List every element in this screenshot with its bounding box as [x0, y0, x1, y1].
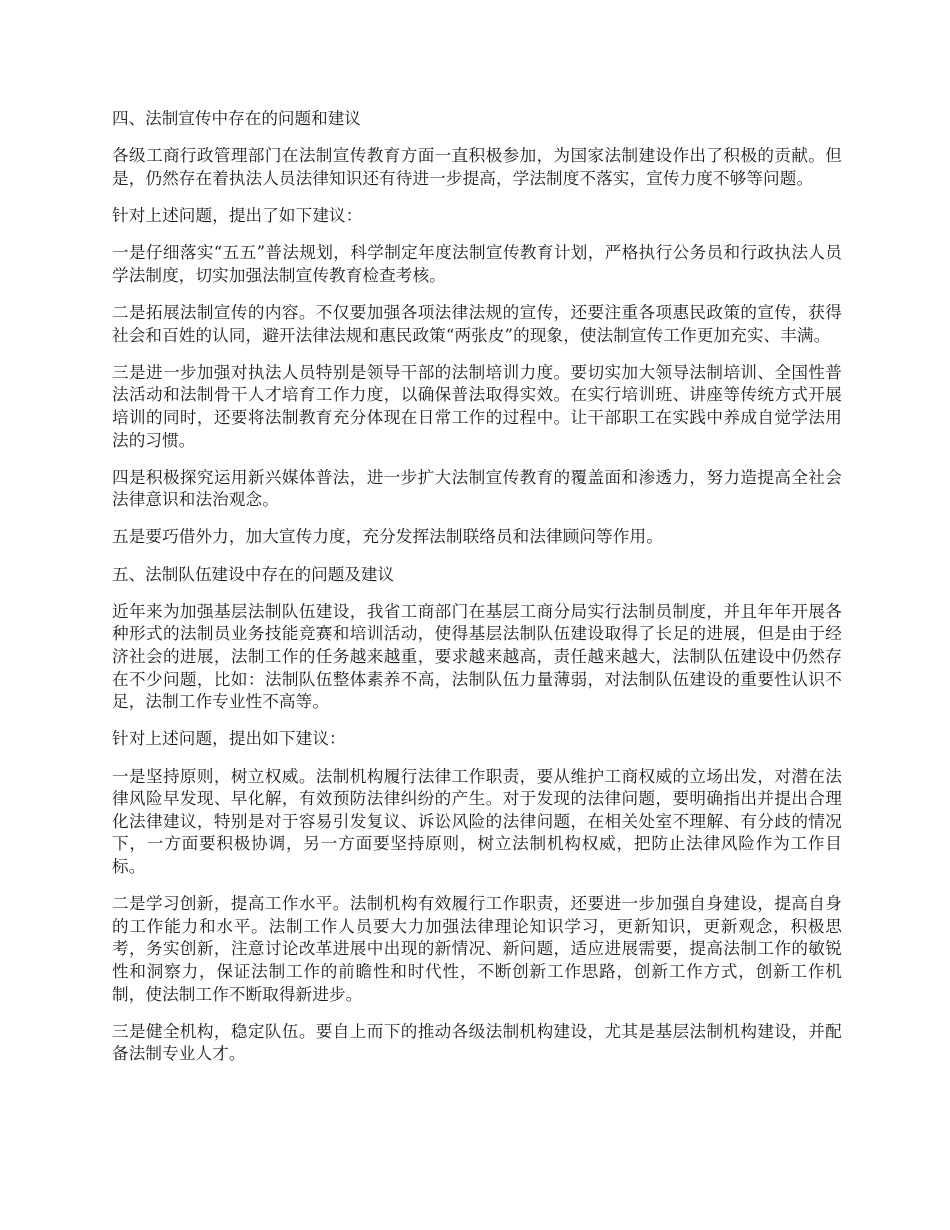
section-heading-five: 五、法制队伍建设中存在的问题及建议: [112, 564, 395, 584]
paragraph: 三是进一步加强对执法人员特别是领导干部的法制培训力度。要切实加大领导法制培训、全国性普法活动和法制骨干人才培育工作力度，以确保普法取得实效。在实行培训班、讲座等传统方式开展培训的同时，还要将法制教育充分体现在日常工作的过程中。让干部职工在实践中养成自觉学法用法的习惯。: [112, 362, 842, 450]
paragraph: 二是拓展法制宣传的内容。不仅要加强各项法律法规的宣传，还要注重各项惠民政策的宣传，获得社会和百姓的认同，避开法律法规和惠民政策“两张皮”的现象，使法制宣传工作更加充实、丰满。: [112, 302, 842, 345]
paragraph: 五是要巧借外力，加大宣传力度，充分发挥法制联络员和法律顾问等作用。: [112, 527, 663, 547]
section-heading-four: 四、法制宣传中存在的问题和建议: [112, 109, 361, 128]
paragraph: 各级工商行政管理部门在法制宣传教育方面一直积极参加，为国家法制建设作出了积极的贡献。但是，仍然存在着执法人员法律知识还有待进一步提高，学法制度不落实，宣传力度不够等问题。: [112, 146, 842, 188]
paragraph: 针对上述问题，提出如下建议：: [112, 729, 346, 749]
paragraph: 一是坚持原则，树立权威。法制机构履行法律工作职责，要从维护工商权威的立场出发，对潜在法律风险早发现、早化解，有效预防法律纠纷的产生。对于发现的法律问题，要明确指出并提出合理化法律建议，特别是对于容易引发复议、诉讼风险的法律问题，在相关处室不理解、有分歧的情况下，一方面要积极协调，另一方面要坚持原则，树立法制机构权威，把防止法律风险作为工作目标。: [112, 766, 842, 876]
paragraph: 针对上述问题，提出了如下建议：: [112, 205, 363, 225]
paragraph: 一是仔细落实“五五”普法规划，科学制定年度法制宣传教育计划，严格执行公务员和行政执法人员学法制度，切实加强法制宣传教育检查考核。: [112, 243, 842, 285]
paragraph: 近年来为加强基层法制队伍建设，我省工商部门在基层工商分局实行法制员制度，并且年年开展各种形式的法制员业务技能竞赛和培训活动，使得基层法制队伍建设取得了长足的进展，但是由于经济社会的进展，法制工作的任务越来越重，要求越来越高，责任越来越大，法制队伍建设中仍然存在不少问题，比如：法制队伍整体素养不高，法制队伍力量薄弱，对法制队伍建设的重要性认识不足，法制工作专业性不高等。: [112, 601, 842, 712]
paragraph: 四是积极探究运用新兴媒体普法，进一步扩大法制宣传教育的覆盖面和渗透力，努力造提高全社会法律意识和法治观念。: [112, 467, 842, 510]
paragraph: 三是健全机构，稳定队伍。要自上而下的推动各级法制机构建设，尤其是基层法制机构建设，并配备法制专业人才。: [112, 1021, 842, 1064]
paragraph: 二是学习创新，提高工作水平。法制机构有效履行工作职责，还要进一步加强自身建设，提高自身的工作能力和水平。法制工作人员要大力加强法律理论知识学习，更新知识，更新观念，积极思考，务实创新，注意讨论改革进展中出现的新情况、新问题，适应进展需要，提高法制工作的敏锐性和洞察力，保证法制工作的前瞻性和时代性，不断创新工作思路，创新工作方式，创新工作机制，使法制工作不断取得新进步。: [112, 894, 842, 1004]
document-body: [112, 108, 842, 1081]
